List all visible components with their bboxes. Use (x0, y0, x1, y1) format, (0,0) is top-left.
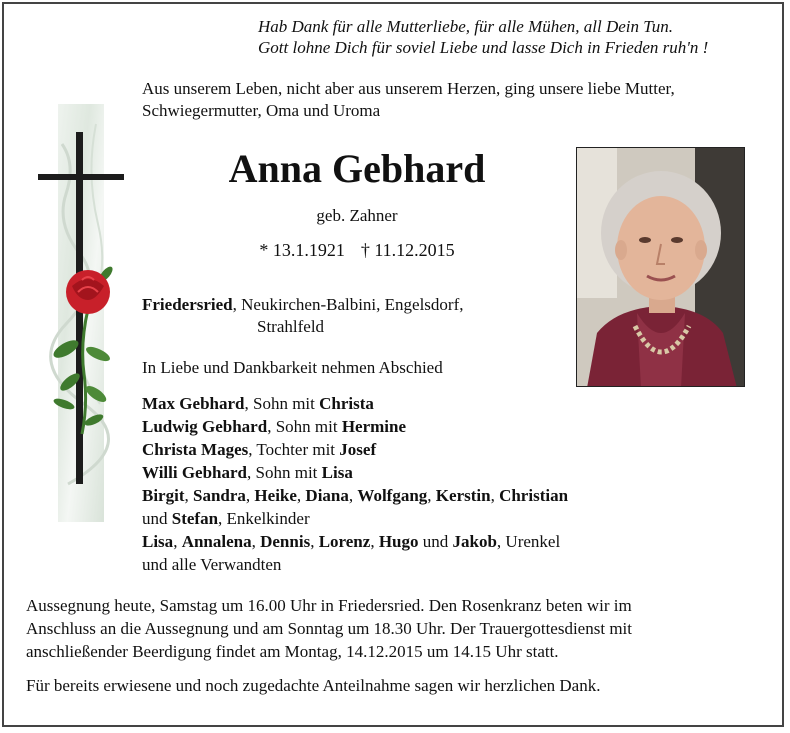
places (142, 294, 464, 338)
poem (258, 16, 708, 58)
portrait-photo (576, 147, 745, 387)
places-line-2: Strahlfeld (257, 317, 325, 336)
service-line-3: anschließender Beerdigung findet am Montag, 14.12.2015 um 14.15 Uhr statt. (26, 642, 559, 661)
birth-date: * 13.1.1921 (259, 240, 345, 260)
great-grandchildren-row: Lisa, Annalena, Dennis, Lorenz, Hugo und Jakob, Urenkel (142, 532, 561, 551)
grandchildren-row-2: und Stefan, Enkelkinder (142, 509, 310, 528)
family-row: Max Gebhard, Sohn mit Christa (142, 394, 374, 413)
relatives-row: und alle Verwandten (142, 555, 282, 574)
life-dates (142, 240, 572, 261)
grandchildren-row: Birgit, Sandra, Heike, Diana, Wolfgang, Kerstin, Christian (142, 486, 569, 505)
deceased-name: Anna Gebhard (228, 146, 486, 191)
family-row: Ludwig Gebhard, Sohn mit Hermine (142, 417, 407, 436)
cross-horizontal-beam (38, 174, 124, 180)
thanks-line: Für bereits erwiesene und noch zugedachte Anteilnahme sagen wir herzlichen Dank. (26, 676, 601, 695)
family-row: Willi Gebhard, Sohn mit Lisa (142, 463, 353, 482)
intro-line-1: Aus unserem Leben, nicht aber aus unserem Herzen, ging unsere liebe Mutter, (142, 79, 675, 98)
intro-line-2: Schwiegermutter, Oma und Uroma (142, 101, 381, 120)
cross-with-rose-icon (36, 104, 128, 522)
intro-text (142, 78, 675, 122)
family-list (142, 392, 568, 576)
service-info (26, 594, 632, 663)
farewell-line: In Liebe und Dankbarkeit nehmen Abschied (142, 358, 443, 377)
death-date: † 11.12.2015 (360, 240, 455, 260)
places-rest: , Neukirchen-Balbini, Engelsdorf, (232, 295, 464, 314)
poem-line-1: Hab Dank für alle Mutterliebe, für alle Mühen, all Dein Tun. (258, 17, 674, 36)
birth-name: geb. Zahner (316, 206, 398, 225)
family-row: Christa Mages, Tochter mit Josef (142, 440, 377, 459)
service-line-2: Anschluss an die Aussegnung und am Sonntag um 18.30 Uhr. Der Trauergottesdienst mit (26, 619, 632, 638)
main-place: Friedersried (142, 295, 233, 314)
service-line-1: Aussegnung heute, Samstag um 16.00 Uhr in Friedersried. Den Rosenkranz beten wir im (26, 596, 632, 615)
poem-line-2: Gott lohne Dich für soviel Liebe und lasse Dich in Frieden ruh'n ! (258, 38, 709, 57)
